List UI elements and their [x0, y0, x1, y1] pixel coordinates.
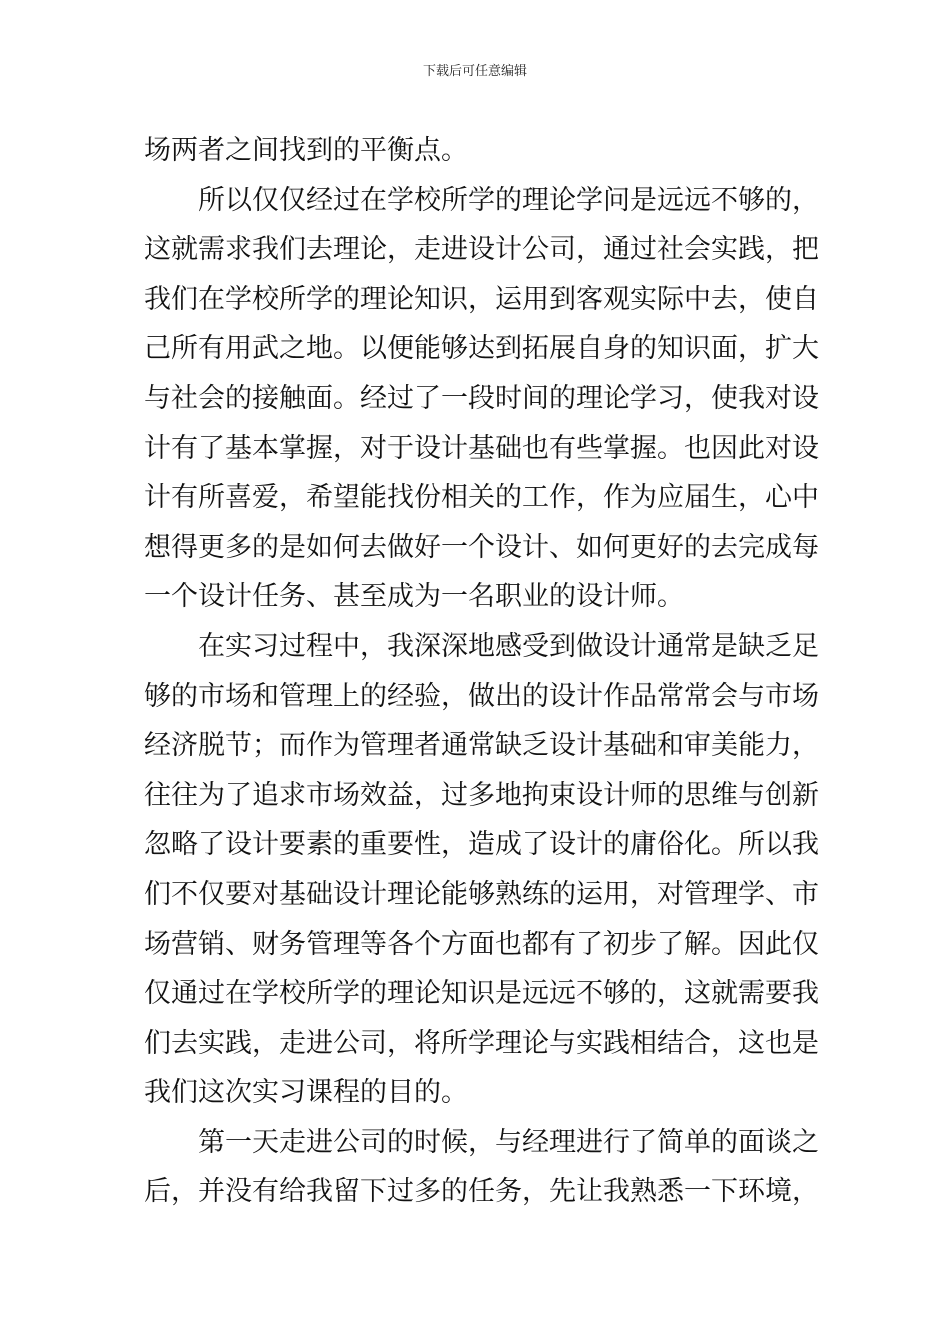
text-line: 计有所喜爱，希望能找份相关的工作，作为应届生，心中: [144, 482, 819, 514]
text-line: 们不仅要对基础设计理论能够熟练的运用，对管理学、市: [144, 878, 819, 910]
document-body: [144, 126, 819, 1217]
text-line: 所以仅仅经过在学校所学的理论学问是远远不够的，: [198, 184, 819, 216]
text-line: 忽略了设计要素的重要性，造成了设计的庸俗化。所以我: [144, 829, 819, 861]
text-line: 计有了基本掌握，对于设计基础也有些掌握。也因此对设: [144, 432, 819, 464]
text-line: 我们这次实习课程的目的。: [144, 1077, 468, 1109]
text-line: 够的市场和管理上的经验，做出的设计作品常常会与市场: [144, 680, 819, 712]
text-line: 第一天走进公司的时候，与经理进行了简单的面谈之: [198, 1126, 819, 1158]
text-line: 这就需求我们去理论，走进设计公司，通过社会实践，把: [144, 234, 819, 266]
page-header: 下载后可任意编辑: [422, 64, 527, 79]
text-line: 往往为了追求市场效益，过多地拘束设计师的思维与创新: [144, 779, 819, 811]
text-line: 一个设计任务、甚至成为一名职业的设计师。: [144, 581, 684, 613]
text-line: 经济脱节；而作为管理者通常缺乏设计基础和审美能力，: [144, 730, 819, 762]
text-line: 场两者之间找到的平衡点。: [144, 135, 468, 166]
text-line: 们去实践，走进公司，将所学理论与实践相结合，这也是: [144, 1027, 819, 1059]
text-line: 与社会的接触面。经过了一段时间的理论学习，使我对设: [144, 382, 819, 414]
text-line: 在实习过程中，我深深地感受到做设计通常是缺乏足: [198, 630, 819, 662]
text-line: 后，并没有给我留下过多的任务，先让我熟悉一下环境，: [144, 1176, 819, 1208]
text-line: 想得更多的是如何去做好一个设计、如何更好的去完成每: [144, 531, 819, 563]
text-line: 我们在学校所学的理论知识，运用到客观实际中去，使自: [144, 283, 819, 315]
text-line: 仅通过在学校所学的理论知识是远远不够的，这就需要我: [144, 978, 819, 1010]
text-line: 己所有用武之地。以便能够达到拓展自身的知识面，扩大: [144, 333, 819, 365]
text-line: 场营销、财务管理等各个方面也都有了初步了解。因此仅: [144, 928, 819, 960]
